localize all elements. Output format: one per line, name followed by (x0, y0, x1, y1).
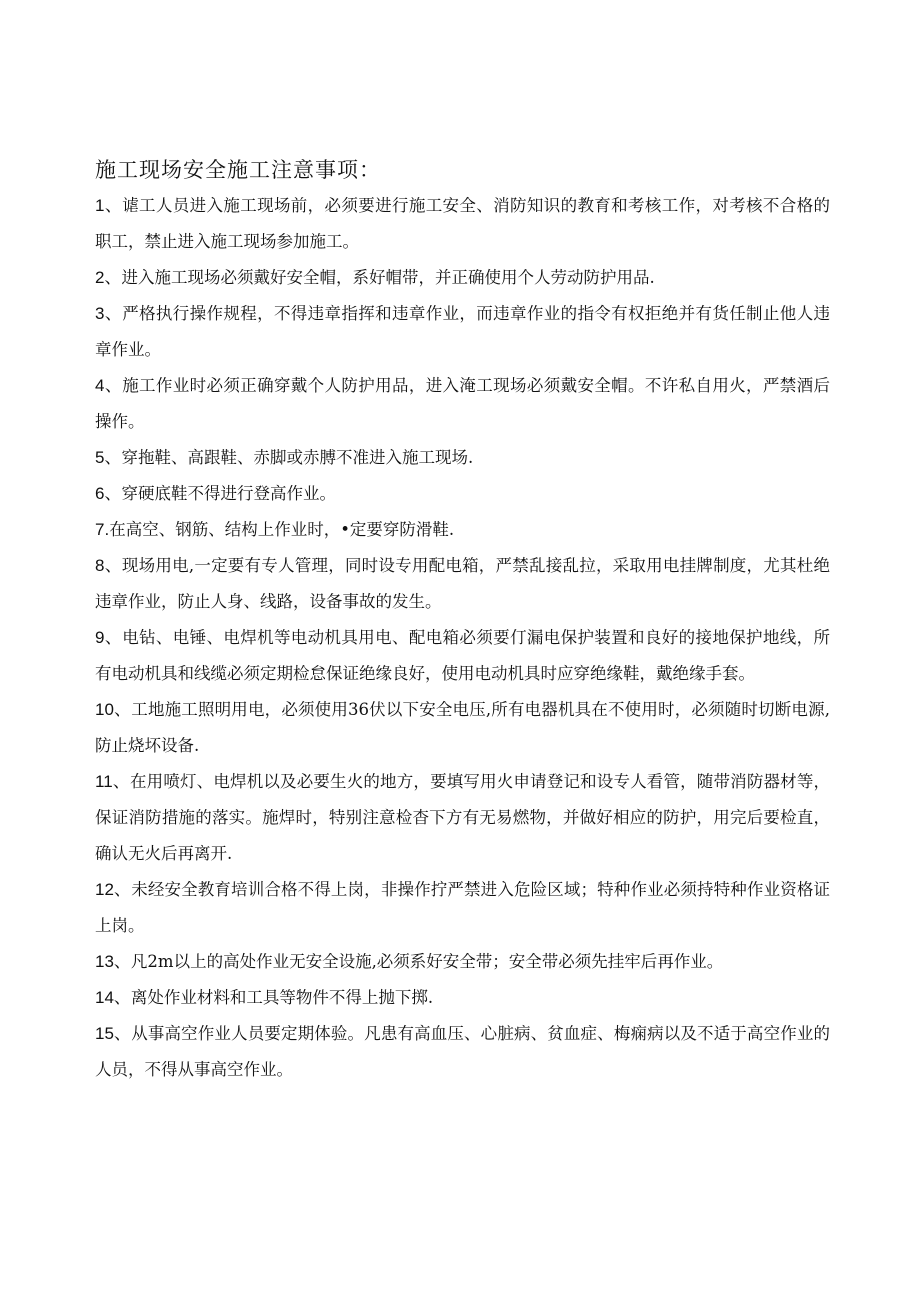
item-number: 12、 (95, 880, 132, 899)
item-number: 6、 (95, 484, 122, 503)
item-number: 8、 (95, 556, 122, 575)
list-item-5 (95, 440, 830, 476)
item-number: 14、 (95, 988, 131, 1007)
item-text: 离处作业材料和工具等物件不得上抛下掷. (130, 988, 434, 1007)
item-text: 严格执行操作规程，不得违章指挥和违章作业，而违章作业的指令有权拒绝并有货任制止他人违章作业。 (95, 304, 830, 359)
list-item-4 (95, 368, 830, 440)
list-item-3 (95, 296, 830, 368)
item-number: 1、 (95, 196, 123, 215)
item-text: 电钻、电锤、电焊机等电动机具用电、配电箱必须要仃漏电保护装置和良好的接地保护地线，所有电动机具和线缆必须定期检怠保证绝缘良好，使用电动机具时应穿绝缘鞋，戴绝缘手套。 (95, 628, 830, 683)
item-text: 从事高空作业人员要定期体验。凡患有高血压、心脏病、贫血症、梅痫病以及不适于高空作业的人员，不得从事高空作业。 (95, 1024, 830, 1079)
item-number: 11、 (95, 772, 130, 791)
list-item-7 (95, 512, 830, 548)
document-body (95, 154, 830, 1088)
list-item-8 (95, 548, 830, 620)
list-item-2 (95, 260, 830, 296)
item-text: 现场用电,一定要有专人管理，同时设专用配电箱，严禁乱接乱拉，采取用电挂牌制度，尤其杜绝违章作业，防止人身、线路，设备事故的发生。 (95, 556, 830, 611)
list-item-1 (95, 188, 830, 260)
item-text: 凡2m以上的高处作业无安全设施,必须系好安全带；安全带必须先挂牢后再作业。 (130, 952, 724, 971)
item-text: 进入施工现场必须戴好安全帽，系好帽带，并正确使用个人劳动防护用品. (121, 268, 655, 287)
list-item-9 (95, 620, 830, 692)
item-number: 10、 (95, 700, 132, 719)
item-text: 施工作业时必须正确穿戴个人防护用品，进入淹工现场必须戴安全帽。不许私自用火，严禁酒后操作。 (95, 376, 830, 431)
item-number: 13、 (95, 952, 131, 971)
document-title: 施工现场安全施工注意事项： (95, 158, 381, 182)
list-item-14 (95, 980, 830, 1016)
list-item-6 (95, 476, 830, 512)
list-item-10 (95, 692, 830, 764)
item-number: 3、 (95, 304, 123, 323)
list-item-13 (95, 944, 830, 980)
item-text: 在用喷灯、电焊机以及必要生火的地方，要填写用火申请登记和设专人看管，随带消防器材等，保证消防措施的落实。施焊时，特别注意检杳下方有无易燃物，并做好相应的防护，用完后要检直，确认无火后再离开. (95, 772, 831, 863)
item-text: 未经安全教育培训合格不得上岗，非操作拧严禁进入危险区域；特种作业必须持特种作业资格证上岗。 (95, 880, 830, 935)
item-text: 谑工人员进入施工现场前，必须要进行施工安全、消防知识的教育和考核工作，对考核不合格的职工，禁止进入施工现场参加施工。 (95, 196, 830, 251)
item-text: 工地施工照明用电，必须使用36伏以下安全电压,所有电器机具在不使用时，必须随时切断电源,防止烧坏设备. (95, 700, 830, 755)
item-number: 15、 (95, 1024, 132, 1043)
list-item-12 (95, 872, 830, 944)
item-text: 穿硬底鞋不得进行登高作业。 (121, 484, 336, 503)
item-number: 9、 (95, 628, 123, 647)
item-text: 在高空、钢筋、结构上作业时，•定要穿防滑鞋. (109, 520, 455, 539)
list-item-11 (95, 764, 830, 872)
item-number: 2、 (95, 268, 122, 287)
item-text: 穿拖鞋、高跟鞋、赤脚或赤膊不准进入施工现场. (121, 448, 474, 467)
item-number: 7. (95, 520, 110, 539)
item-number: 4、 (95, 376, 123, 395)
list-item-15 (95, 1016, 830, 1088)
item-number: 5、 (95, 448, 122, 467)
